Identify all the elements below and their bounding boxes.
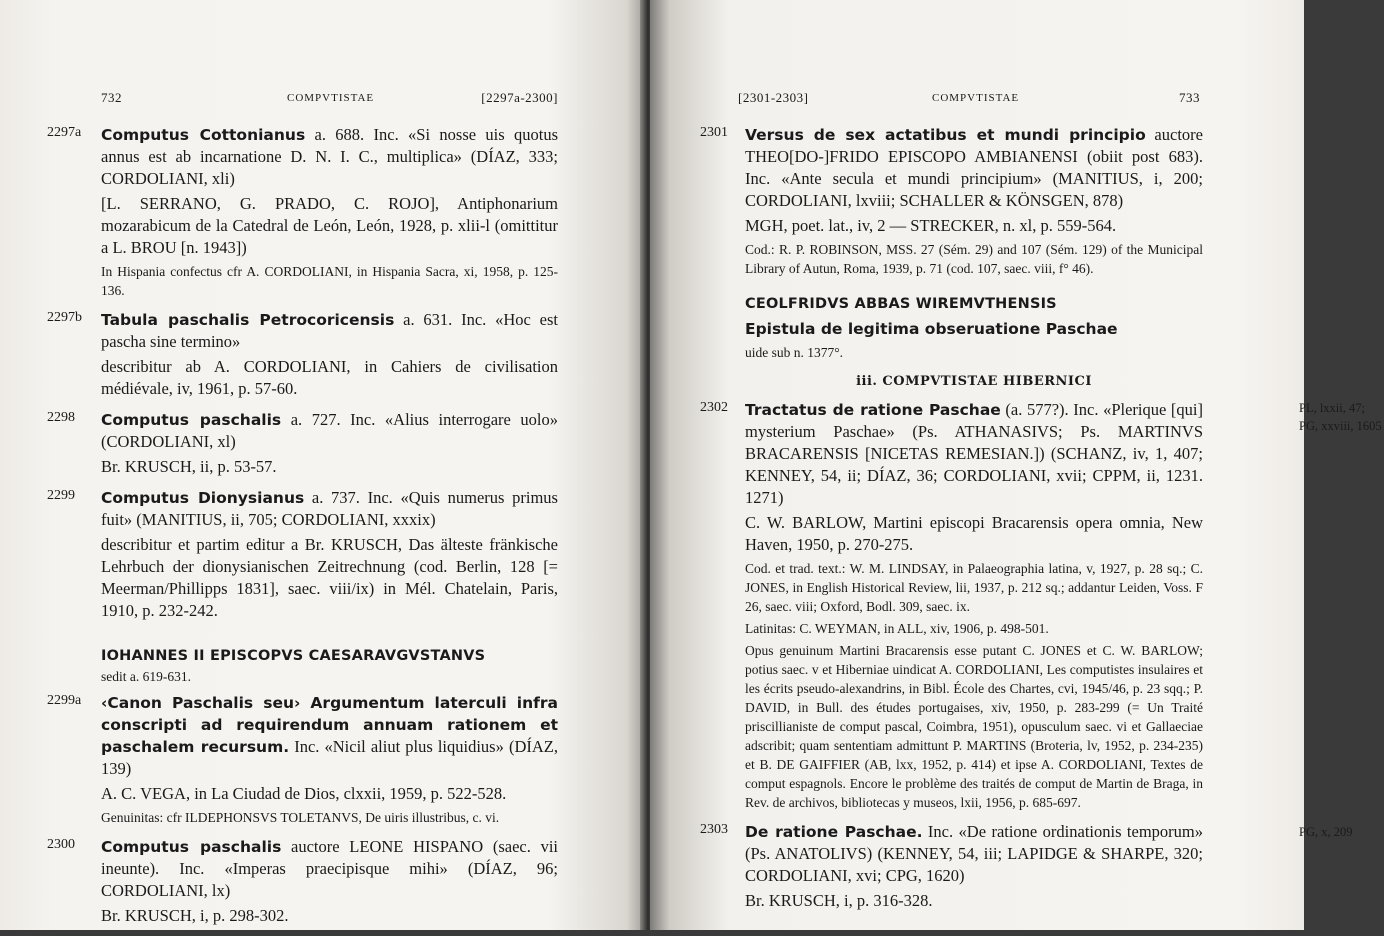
- entry-edition: describitur et partim editur a Br. KRUSCH, Das älteste fränkische Lehrbuch der dionysianischen Zeitrechnung (cod. Berlin, 128 [= Meerman/Phillipps 1831], saec. viii/ix) in Mél. Chatelain, Paris, 1910, p. 232-242.: [101, 535, 558, 620]
- entry-edition: A. C. VEGA, in La Ciudad de Dios, clxxii, 1959, p. 522-528.: [101, 784, 507, 803]
- entry-edition: MGH, poet. lat., iv, 2 — STRECKER, n. xl, p. 559-564.: [745, 216, 1117, 235]
- right-folio: 733: [1179, 90, 1200, 105]
- margin-reference: PG, x, 209: [1299, 825, 1353, 839]
- entry-note: Cod.: R. P. ROBINSON, MSS. 27 (Sém. 29) and 107 (Sém. 129) of the Municipal Library of Autun, Roma, 1939, p. 71 (cod. 107, saec. viii, f° 46).: [745, 242, 1203, 276]
- section-note: uide sub n. 1377°.: [745, 345, 844, 360]
- entry-2301: [700, 124, 1203, 278]
- entry-main: Tabula paschalis Petrocoricensis a. 631. Inc. «Hoc est pascha sine termino»: [101, 310, 558, 351]
- right-body: [700, 124, 1382, 921]
- left-running-title: COMPVTISTAE: [287, 92, 375, 104]
- entry-2302: [700, 399, 1382, 812]
- section-note: sedit a. 619-631.: [101, 669, 191, 684]
- entry-edition: C. W. BARLOW, Martini episcopi Bracarensis opera omnia, New Haven, 1950, p. 270-275.: [745, 513, 1203, 554]
- entry-main: ‹Canon Paschalis seu› Argumentum laterculi infra conscripti ad requirendum annuam rationem et paschalem recursum. Inc. «Nicil aliut plus liquidius» (DÍAZ, 139): [101, 694, 558, 778]
- entry-lemma: Tractatus de ratione Paschae: [745, 401, 1001, 419]
- entry-edition: Br. KRUSCH, ii, p. 53-57.: [101, 457, 277, 476]
- entry-2299a: [47, 692, 558, 827]
- entry-number: 2297a: [47, 125, 82, 140]
- entry-note: Cod. et trad. text.: W. M. LINDSAY, in Palaeographia latina, v, 1927, p. 28 sq.; C. JONES, in English Historical Review, lii, 1937, p. 212 sq.; addantur Leiden, Voss. F 26, saec. viii; Oxford, Bodl. 309, saec. ix.: [745, 561, 1203, 614]
- entry-main: Computus paschalis auctore LEONE HISPANO (saec. vii ineunte). Inc. «Imperas praecipisque mihi» (DÍAZ, 96; CORDOLIANI, lx): [101, 837, 558, 900]
- work-title: Epistula de legitima obseruatione Paschae: [745, 320, 1118, 338]
- entry-number: 2297b: [47, 310, 82, 325]
- entry-edition: Br. KRUSCH, i, p. 316-328.: [745, 891, 933, 910]
- section-title: IOHANNES II EPISCOPVS CAESARAVGVSTANVS: [101, 648, 486, 664]
- entry-note: Genuinitas: cfr ILDEPHONSVS TOLETANVS, De uiris illustribus, c. vi.: [101, 810, 500, 825]
- entry-2297a: [47, 124, 558, 300]
- entry-number: 2299a: [47, 693, 82, 708]
- left-range: [2297a-2300]: [481, 90, 558, 105]
- entry-2300: [47, 836, 558, 927]
- entry-lemma: Tabula paschalis Petrocoricensis: [101, 311, 395, 329]
- entry-edition: describitur ab A. CORDOLIANI, in Cahiers de civilisation médiévale, iv, 1961, p. 57-60.: [101, 357, 558, 398]
- entry-edition: Br. KRUSCH, i, p. 298-302.: [101, 906, 289, 925]
- entry-note: Latinitas: C. WEYMAN, in ALL, xiv, 1906, p. 498-501.: [745, 621, 1049, 636]
- left-folio: 732: [101, 90, 122, 105]
- entry-2298: [47, 409, 559, 478]
- section-heading-ceolfridus: [745, 296, 1203, 362]
- entry-edition: [L. SERRANO, G. PRADO, C. ROJO], Antiphonarium mozarabicum de la Catedral de León, León, 1928, p. xlii-l (omittitur a L. BROU [n. 1943]): [101, 194, 558, 257]
- section-heading-iohannes: [101, 648, 558, 686]
- entry-lemma: ‹Canon Paschalis seu› Argumentum laterculi infra conscripti ad requirendum annuam rationem et paschalem recursum.: [101, 694, 558, 756]
- left-body: [47, 124, 559, 936]
- entry-number: 2301: [700, 125, 728, 140]
- entry-lemma: Computus Dionysianus: [101, 489, 305, 507]
- margin-reference: PL, lxxii, 47; PG, xxviii, 1605: [1299, 401, 1382, 433]
- right-page: [650, 0, 1382, 930]
- section-title: CEOLFRIDVS ABBAS WIREMVTHENSIS: [745, 296, 1057, 312]
- entry-lemma: De ratione Paschae.: [745, 823, 923, 841]
- entry-number: 2299: [47, 488, 75, 503]
- section-work-title: [745, 318, 1203, 340]
- entry-number: 2298: [47, 410, 75, 425]
- entry-lemma: Computus paschalis: [101, 411, 282, 429]
- left-page: [0, 0, 646, 930]
- entry-note: In Hispania confectus cfr A. CORDOLIANI, in Hispania Sacra, xi, 1958, p. 125-136.: [101, 264, 558, 298]
- entry-lemma: Versus de sex actatibus et mundi principio: [745, 126, 1146, 144]
- entry-note: Opus genuinum Martini Bracarensis esse putant C. JONES et C. W. BARLOW; potius saec. v et Hiberniae uindicat A. CORDOLIANI, Les computistes insulaires et les écrits pseudo-alexandrins, in Bibl. École des Chartes, cvi, 1945/46, p. 23 sqq.; P. DAVID, in Bull. des études portugaises, xiv, 1950, p. 283-299 (= Un Traité priscillianiste de comput pascal, Coimbra, 1951), opusculum saec. vi et Gallaeciae adscribit; quam sententiam admittunt P. MARTINS (Broteria, lv, 1952, p. 234-235) et B. DE GAIFFIER (AB, lxx, 1952, p. 414) et ipse A. CORDOLIANI, Textes de comput espagnols. Encore le problème des traités de comput de Martin de Braga, in Rev. de archivos, bibliotecas y museos, lxii, 1956, p. 685-697.: [745, 643, 1203, 810]
- entry-2303: [700, 821, 1353, 912]
- entry-2297b: [47, 309, 558, 400]
- entry-number: 2303: [700, 822, 728, 837]
- entry-2299: [47, 487, 558, 622]
- entry-number: 2302: [700, 400, 728, 415]
- entry-main: Versus de sex actatibus et mundi principio auctore THEO[DO-]FRIDO EPISCOPO AMBIANENSI (obiit post 683). Inc. «Ante secula et mundi principium» (MANITIUS, i, 200; CORDOLIANI, lxviii; SCHALLER & KÖNSGEN, 878): [745, 125, 1203, 210]
- entry-lemma: Computus paschalis: [101, 838, 282, 856]
- entry-main: Tractatus de ratione Paschae (a. 577?). Inc. «Plerique [qui] mysterium Paschae» (Ps. ATHANASIVS; Ps. MARTINVS BRACARENSIS [NICETAS REMESIAN.]) (SCHANZ, iv, 1, 407; KENNEY, 54, ii; DÍAZ, 36; CORDOLIANI, xvii; CPPM, ii, 1231. 1271): [745, 400, 1204, 507]
- entry-main: De ratione Paschae. Inc. «De ratione ordinationis temporum» (Ps. ANATOLIVS) (KENNEY, 54, iii; LAPIDGE & SHARPE, 320; CORDOLIANI, xvi; CPG, 1620): [745, 822, 1203, 885]
- entry-lemma: Computus Cottonianus: [101, 126, 306, 144]
- entry-main: Computus paschalis a. 727. Inc. «Alius interrogare uolo» (CORDOLIANI, xl): [101, 410, 559, 451]
- subheading-hibernici: iii. COMPVTISTAE HIBERNICI: [856, 374, 1092, 389]
- entry-main: Computus Cottonianus a. 688. Inc. «Si nosse uis quotus annus est ab incarnatione D. N. I. C., multiplica» (DÍAZ, 333; CORDOLIANI, xli): [101, 125, 558, 188]
- right-range: [2301-2303]: [738, 90, 809, 105]
- entry-main: Computus Dionysianus a. 737. Inc. «Quis numerus primus fuit» (MANITIUS, ii, 705; CORDOLIANI, xxxix): [101, 488, 558, 529]
- entry-number: 2300: [47, 837, 75, 852]
- right-running-title: COMPVTISTAE: [932, 92, 1020, 104]
